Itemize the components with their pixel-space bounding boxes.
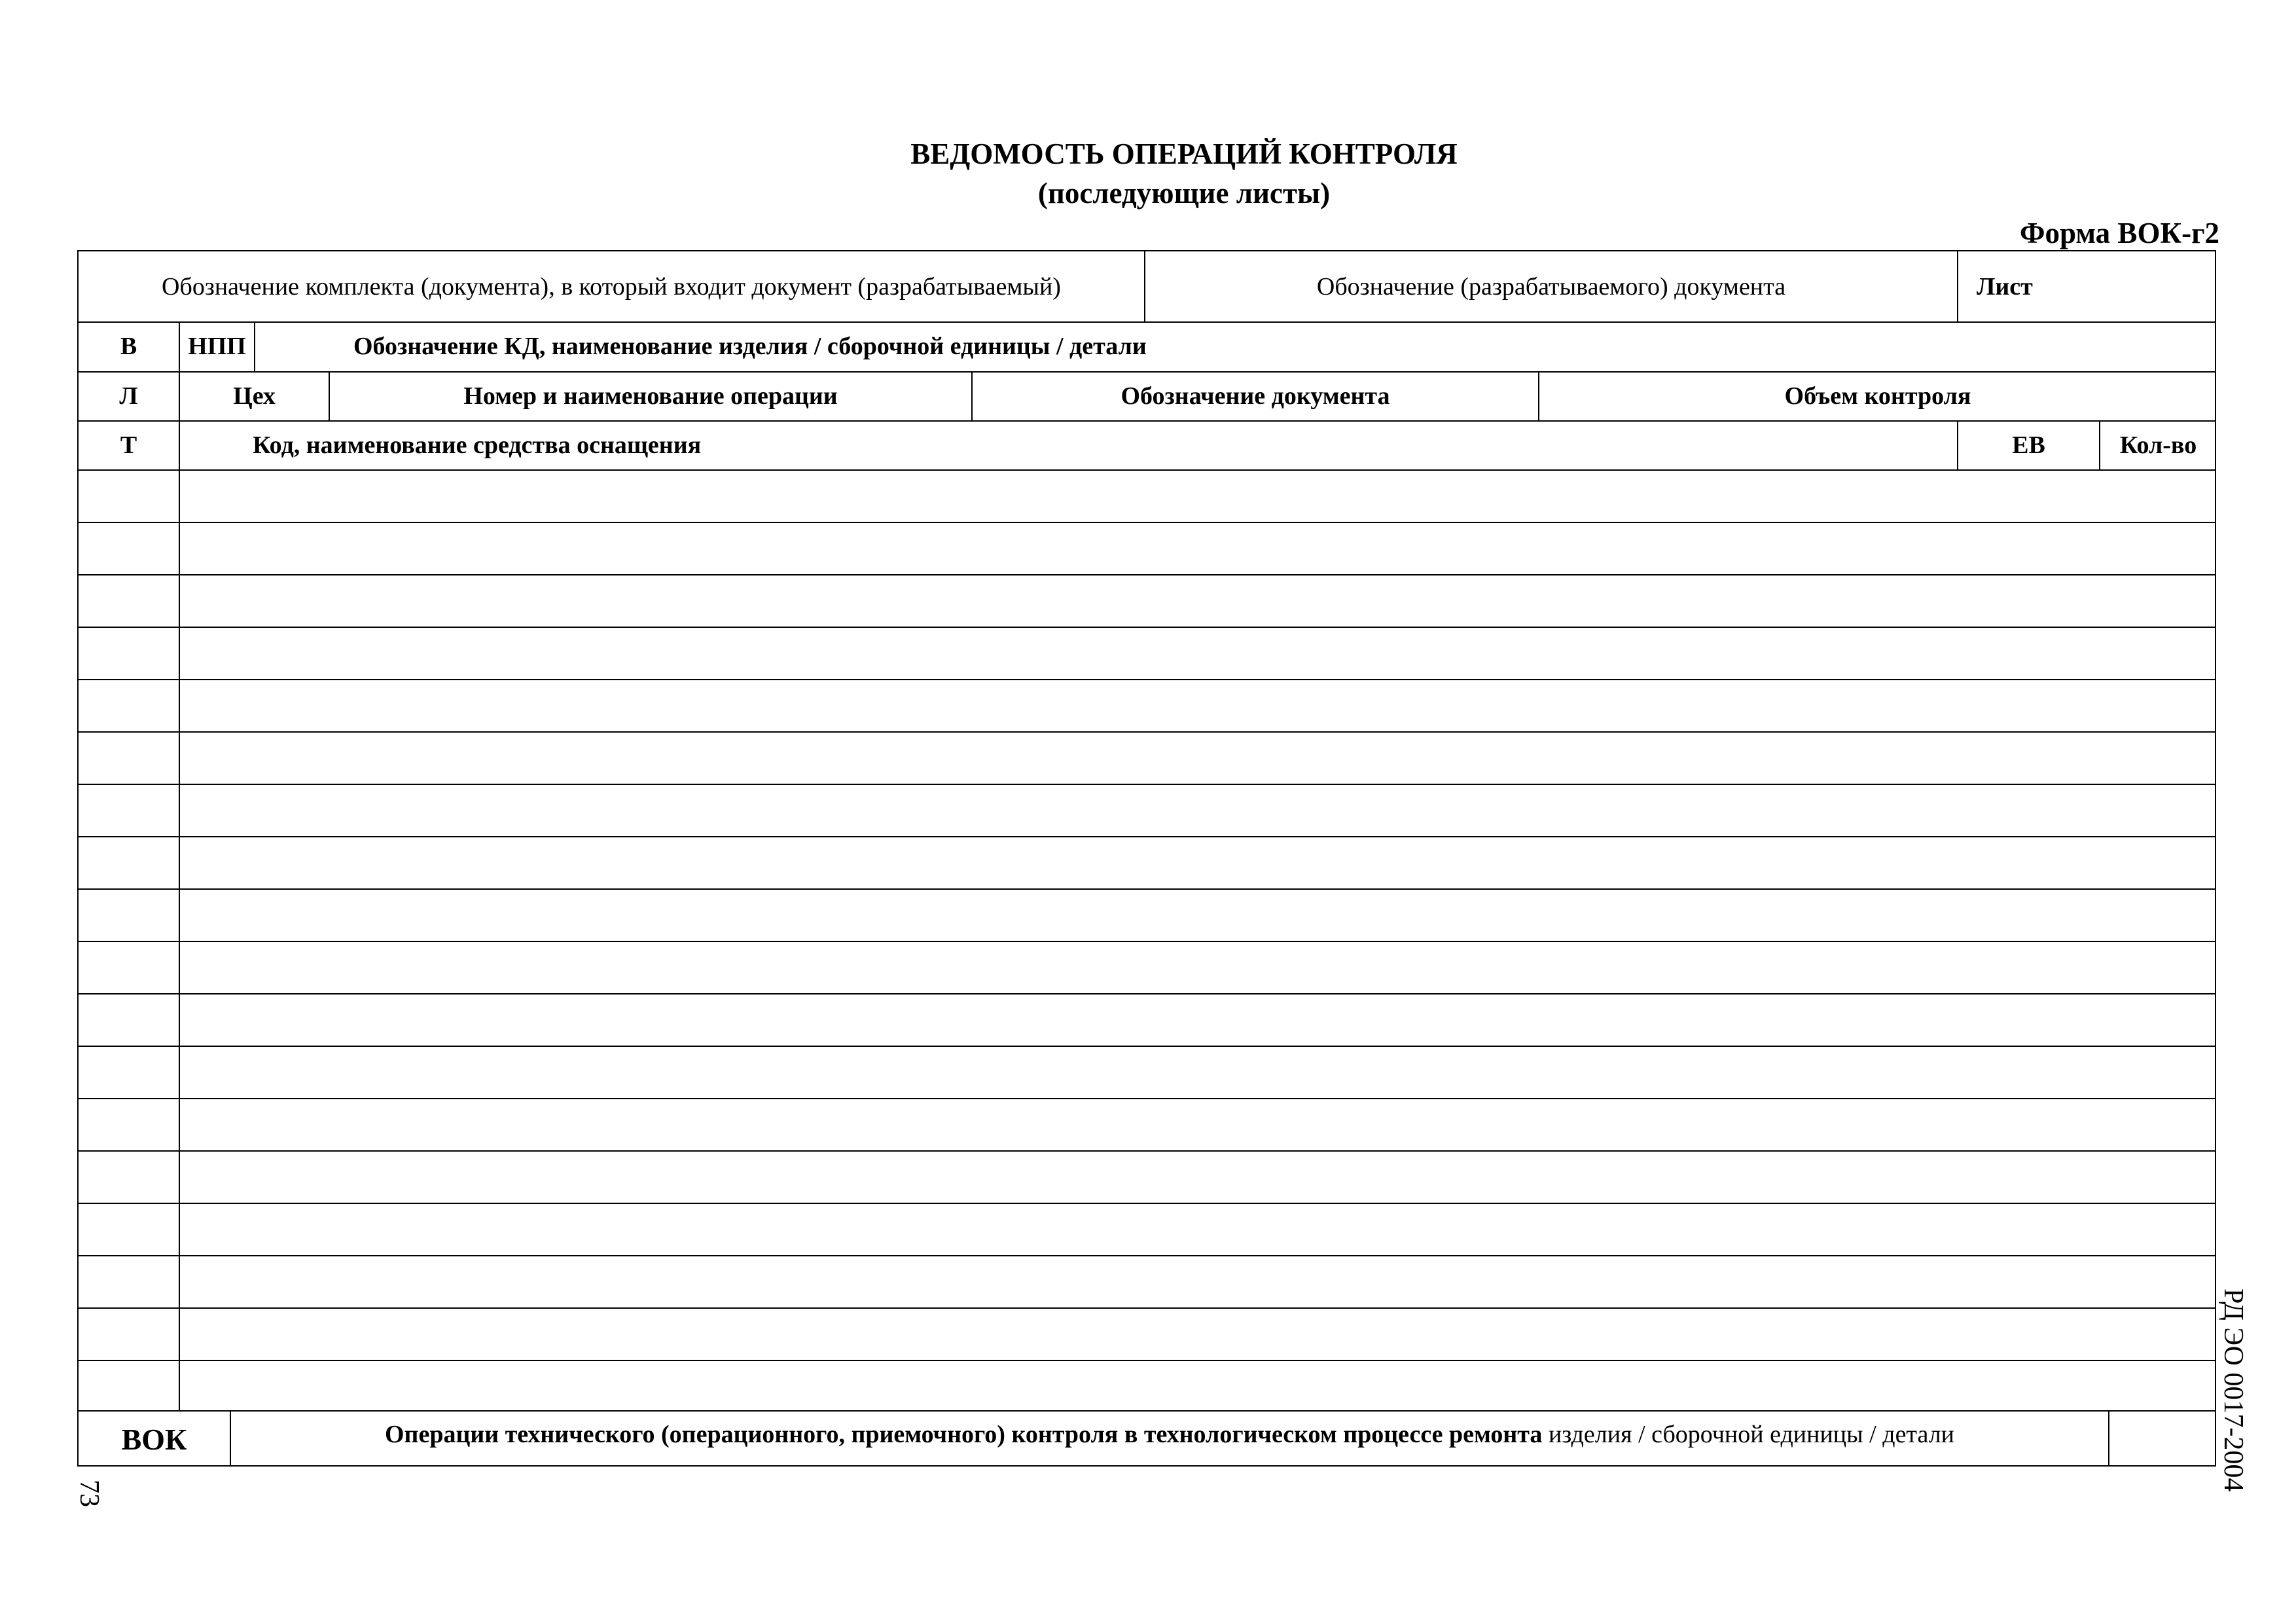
vok-code: ВОК xyxy=(121,1422,187,1456)
workshop-label: Цех xyxy=(233,382,276,410)
document-subtitle: (последующие листы) xyxy=(1037,177,1331,210)
control-scope-label: Объем контроля xyxy=(1784,382,1971,410)
document-designation-label: Обозначение (разрабатываемого) документа xyxy=(1316,272,1786,301)
document-title: ВЕДОМОСТЬ ОПЕРАЦИЙ КОНТРОЛЯ xyxy=(910,137,1458,170)
vok-description xyxy=(231,1412,2108,1457)
row-marker-t: Т xyxy=(120,431,137,459)
npp-label: НПП xyxy=(188,333,246,360)
standard-code: РД ЭО 0017-2004 xyxy=(2218,1288,2248,1492)
page-number: 73 xyxy=(74,1480,104,1507)
kd-designation-label: Обозначение КД, наименование изделия / сборочной единицы / детали xyxy=(353,333,1147,360)
quantity-label: Кол-во xyxy=(2119,431,2197,459)
document-designation-column-label: Обозначение документа xyxy=(1121,382,1390,410)
form-code: Форма ВОК-г2 xyxy=(2019,217,2219,249)
row-marker-v: В xyxy=(120,333,137,360)
kit-designation-label: Обозначение комплекта (документа), в который входит документ (разрабатываемый) xyxy=(162,272,1061,301)
ev-label: ЕВ xyxy=(2012,431,2045,459)
control-operations-form-table xyxy=(77,250,2216,1467)
operation-label: Номер и наименование операции xyxy=(463,382,838,410)
equipment-label: Код, наименование средства оснащения xyxy=(253,431,702,459)
sheet-label: Лист xyxy=(1977,272,2033,301)
vok-description-bold: Операции технического (операционного, приемочного) контроля в технологическом процессе ремонта xyxy=(385,1421,1543,1448)
vok-description-regular: изделия / сборочной единицы / детали xyxy=(1542,1421,1954,1448)
row-marker-l: Л xyxy=(119,382,138,410)
